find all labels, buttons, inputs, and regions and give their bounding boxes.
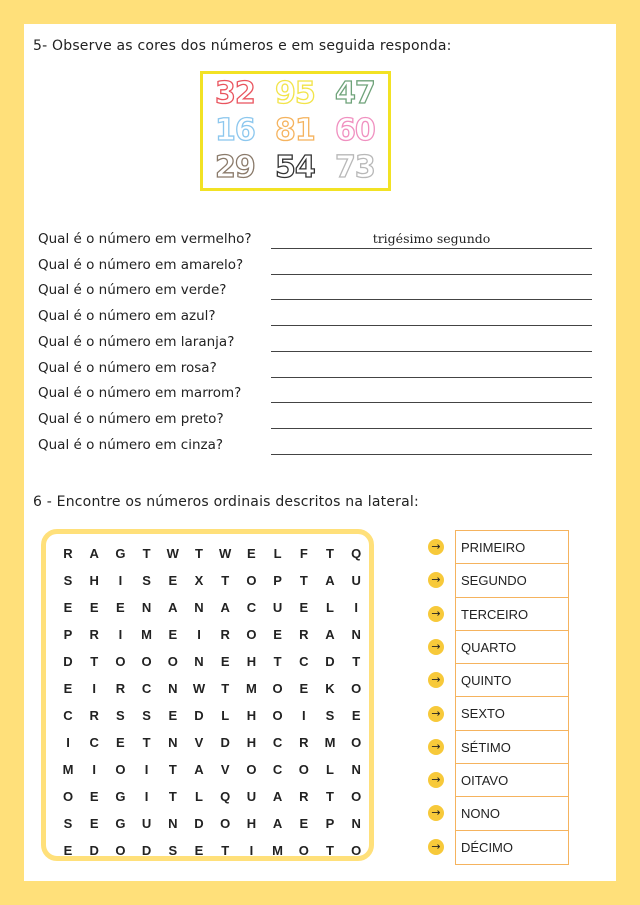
grid-letter[interactable]: I — [144, 762, 149, 777]
grid-letter[interactable]: R — [299, 627, 309, 642]
grid-letter[interactable]: T — [326, 546, 334, 561]
grid-letter[interactable]: D — [194, 816, 204, 831]
grid-letter[interactable]: H — [89, 573, 99, 588]
grid-letter[interactable]: C — [141, 681, 152, 696]
grid-letter[interactable]: T — [352, 654, 361, 669]
ordinal-word: SEGUNDO — [456, 564, 568, 597]
grid-letter[interactable]: L — [326, 762, 334, 777]
grid-letter[interactable]: E — [299, 600, 309, 615]
colored-number: 29 — [215, 150, 255, 185]
question-row — [38, 308, 598, 328]
grid-letter[interactable]: E — [168, 627, 178, 642]
grid-letter[interactable]: Q — [220, 789, 231, 804]
grid-letter[interactable]: M — [62, 762, 74, 777]
answer-line[interactable] — [271, 248, 592, 249]
grid-letter[interactable]: S — [116, 708, 125, 723]
grid-letter[interactable]: D — [141, 843, 152, 858]
grid-letter[interactable]: A — [89, 546, 99, 561]
grid-letter[interactable]: I — [118, 573, 123, 588]
grid-letter[interactable]: N — [351, 816, 361, 831]
grid-letter[interactable]: L — [195, 789, 203, 804]
question-text: Qual é o número em preto? — [38, 410, 224, 427]
grid-letter[interactable]: I — [354, 600, 358, 615]
grid-letter[interactable]: O — [298, 843, 309, 858]
grid-letter[interactable]: T — [90, 654, 99, 669]
grid-letter[interactable]: O — [351, 843, 362, 858]
arrow-right-icon: → — [428, 805, 444, 821]
question-row — [38, 385, 598, 405]
grid-letter[interactable]: Q — [351, 546, 362, 561]
grid-row — [56, 762, 369, 788]
grid-letter[interactable]: H — [246, 708, 257, 723]
grid-letter[interactable]: O — [246, 627, 257, 642]
question-text: Qual é o número em rosa? — [38, 359, 217, 376]
grid-letter[interactable]: I — [66, 735, 70, 750]
ordinal-word: DÉCIMO — [461, 839, 513, 855]
section-5-title: 5- Observe as cores dos números e em seguida responda: — [33, 38, 452, 54]
grid-letter[interactable]: O — [298, 762, 309, 777]
arrow-right-icon: → — [428, 739, 444, 755]
grid-letter[interactable]: R — [115, 681, 126, 696]
grid-letter[interactable]: G — [115, 816, 126, 831]
grid-letter[interactable]: O — [272, 708, 283, 723]
grid-letter[interactable]: D — [325, 654, 335, 669]
arrow-right-icon: → — [428, 839, 444, 855]
colored-number: 16 — [215, 113, 255, 148]
grid-letter[interactable]: M — [324, 735, 336, 750]
grid-letter[interactable]: A — [194, 762, 204, 777]
grid-letter[interactable]: E — [89, 600, 99, 615]
grid-letter[interactable]: E — [351, 708, 361, 723]
ordinal-word-list — [455, 530, 569, 865]
grid-letter[interactable]: G — [115, 789, 126, 804]
question-text: Qual é o número em vermelho? — [38, 231, 252, 247]
grid-letter[interactable]: O — [115, 654, 126, 669]
grid-letter[interactable]: G — [115, 546, 126, 561]
grid-letter[interactable]: T — [195, 546, 203, 561]
grid-letter[interactable]: E — [89, 816, 99, 831]
grid-letter[interactable]: I — [118, 627, 123, 642]
grid-letter[interactable]: E — [168, 573, 178, 588]
grid-row — [56, 600, 369, 626]
grid-letter[interactable]: A — [168, 600, 178, 615]
grid-letter[interactable]: L — [273, 546, 282, 561]
grid-letter[interactable]: W — [219, 546, 232, 561]
answer-line[interactable] — [271, 428, 592, 429]
grid-letter[interactable]: V — [194, 735, 204, 750]
grid-letter[interactable]: V — [220, 762, 230, 777]
grid-letter[interactable]: T — [221, 843, 230, 858]
grid-letter[interactable]: R — [89, 627, 99, 642]
grid-letter[interactable]: E — [299, 681, 309, 696]
grid-letter[interactable]: U — [272, 600, 283, 615]
grid-letter[interactable]: E — [194, 843, 204, 858]
ordinal-word: NONO — [456, 797, 568, 830]
grid-letter[interactable]: A — [272, 789, 283, 804]
grid-letter[interactable]: E — [89, 789, 99, 804]
arrow-right-icon: → — [428, 606, 444, 622]
grid-letter[interactable]: T — [221, 681, 230, 696]
answer-line[interactable] — [271, 351, 592, 352]
grid-letter[interactable]: P — [273, 573, 282, 588]
grid-letter[interactable]: X — [194, 573, 204, 588]
grid-letter[interactable]: A — [272, 816, 283, 831]
grid-letter[interactable]: I — [249, 843, 254, 858]
ordinal-word: SEXTO — [456, 697, 568, 730]
grid-letter[interactable]: T — [299, 573, 308, 588]
grid-letter[interactable]: N — [168, 681, 178, 696]
grid-letter[interactable]: O — [246, 573, 257, 588]
colored-number: 95 — [275, 76, 315, 111]
colored-number: 60 — [335, 113, 375, 148]
grid-letter[interactable]: C — [272, 762, 283, 777]
question-row — [38, 334, 598, 354]
grid-letter[interactable]: T — [221, 573, 230, 588]
question-text: Qual é o número em laranja? — [38, 333, 235, 350]
grid-letter[interactable]: M — [141, 627, 153, 642]
grid-row — [56, 654, 369, 680]
ordinal-word: OITAVO — [456, 764, 568, 797]
grid-letter[interactable]: O — [351, 681, 362, 696]
grid-row — [56, 573, 369, 599]
question-row — [38, 231, 598, 251]
grid-letter[interactable]: S — [142, 708, 151, 723]
grid-letter[interactable]: C — [299, 654, 309, 669]
grid-letter[interactable]: I — [144, 789, 149, 804]
grid-letter[interactable]: N — [168, 816, 178, 831]
grid-letter[interactable]: I — [92, 762, 96, 777]
grid-letter[interactable]: S — [63, 816, 73, 831]
grid-letter[interactable]: N — [194, 600, 204, 615]
question-text: Qual é o número em marrom? — [38, 385, 242, 402]
question-text: Qual é o número em amarelo? — [38, 256, 244, 273]
grid-letter[interactable]: E — [116, 600, 125, 615]
grid-letter[interactable]: M — [272, 843, 284, 858]
grid-letter[interactable]: D — [63, 654, 73, 669]
grid-letter[interactable]: W — [166, 546, 179, 561]
section-6-title: 6 - Encontre os números ordinais descritos na lateral: — [33, 494, 419, 510]
grid-letter[interactable]: E — [63, 843, 73, 858]
arrow-right-icon: → — [428, 772, 444, 788]
grid-letter[interactable]: F — [299, 546, 308, 561]
colored-numbers-box — [200, 71, 391, 191]
grid-letter[interactable]: E — [63, 681, 73, 696]
grid-letter[interactable]: O — [115, 762, 126, 777]
grid-letter[interactable]: P — [325, 816, 335, 831]
grid-row — [56, 681, 369, 707]
grid-letter[interactable]: S — [168, 843, 178, 858]
grid-letter[interactable]: D — [89, 843, 99, 858]
grid-letter[interactable]: S — [142, 573, 151, 588]
arrow-right-icon: → — [428, 639, 444, 655]
answer-line[interactable] — [271, 454, 592, 455]
grid-letter[interactable]: C — [89, 735, 99, 750]
arrow-right-icon: → — [428, 539, 444, 555]
grid-letter[interactable]: C — [63, 708, 73, 723]
grid-letter[interactable]: A — [220, 600, 230, 615]
grid-letter[interactable]: M — [245, 681, 257, 696]
arrow-right-icon: → — [428, 706, 444, 722]
grid-letter[interactable]: O — [246, 762, 257, 777]
answer-text[interactable]: trigésimo segundo — [372, 231, 491, 246]
grid-letter[interactable]: S — [325, 708, 335, 723]
grid-letter[interactable]: R — [299, 735, 309, 750]
grid-letter[interactable]: R — [63, 546, 73, 561]
grid-row — [56, 735, 369, 761]
grid-letter[interactable]: N — [351, 627, 361, 642]
question-row — [38, 437, 598, 457]
grid-letter[interactable]: L — [326, 600, 334, 615]
grid-letter[interactable]: U — [246, 789, 257, 804]
grid-letter[interactable]: E — [247, 546, 256, 561]
answer-line[interactable] — [271, 325, 592, 326]
grid-letter[interactable]: O — [351, 789, 362, 804]
colored-number: 32 — [215, 76, 255, 111]
answer-line[interactable] — [271, 402, 592, 403]
grid-letter[interactable]: A — [325, 573, 335, 588]
colored-number: 47 — [335, 76, 375, 111]
grid-row — [56, 546, 369, 572]
grid-letter[interactable]: O — [141, 654, 152, 669]
answer-line[interactable] — [271, 274, 592, 275]
grid-letter[interactable]: C — [246, 600, 257, 615]
grid-letter[interactable]: P — [63, 627, 73, 642]
grid-row — [56, 816, 369, 842]
question-row — [38, 257, 598, 277]
answer-line[interactable] — [271, 299, 592, 300]
grid-letter[interactable]: O — [351, 735, 362, 750]
grid-letter[interactable]: R — [220, 627, 230, 642]
grid-letter[interactable]: E — [168, 708, 178, 723]
grid-letter[interactable]: K — [325, 681, 335, 696]
arrow-right-icon: → — [428, 572, 444, 588]
grid-letter[interactable]: T — [326, 843, 334, 858]
grid-letter[interactable]: T — [142, 735, 151, 750]
grid-row — [56, 627, 369, 653]
grid-letter[interactable]: E — [116, 735, 125, 750]
grid-letter[interactable]: T — [142, 546, 151, 561]
word-search-grid — [41, 529, 374, 861]
ordinal-word: SÉTIMO — [456, 731, 568, 764]
grid-row — [56, 708, 369, 734]
question-row — [38, 411, 598, 431]
colored-number: 54 — [275, 150, 315, 185]
grid-letter[interactable]: E — [220, 654, 230, 669]
grid-letter[interactable]: O — [62, 789, 74, 804]
grid-letter[interactable]: R — [89, 708, 99, 723]
worksheet-page — [24, 24, 616, 881]
ordinal-word: PRIMEIRO — [456, 531, 568, 564]
grid-letter[interactable]: W — [192, 681, 206, 696]
question-row — [38, 282, 598, 302]
grid-letter[interactable]: O — [272, 681, 283, 696]
grid-letter[interactable]: E — [273, 627, 282, 642]
colored-number: 81 — [275, 113, 315, 148]
grid-letter[interactable]: E — [63, 600, 73, 615]
grid-letter[interactable]: C — [272, 735, 283, 750]
grid-letter[interactable]: H — [246, 735, 257, 750]
grid-letter[interactable]: T — [168, 789, 177, 804]
ordinal-word: QUARTO — [456, 631, 568, 664]
grid-letter[interactable]: S — [63, 573, 73, 588]
grid-letter[interactable]: N — [194, 654, 204, 669]
grid-row — [56, 843, 369, 869]
colored-number: 73 — [335, 150, 375, 185]
grid-letter[interactable]: N — [168, 735, 178, 750]
grid-letter[interactable]: T — [273, 654, 282, 669]
grid-letter[interactable]: E — [299, 816, 309, 831]
grid-letter[interactable]: I — [301, 708, 306, 723]
question-text: Qual é o número em verde? — [38, 282, 227, 299]
grid-letter[interactable]: O — [167, 654, 178, 669]
grid-letter[interactable]: A — [325, 627, 335, 642]
question-row — [38, 360, 598, 380]
grid-letter[interactable]: I — [92, 681, 96, 696]
ordinal-word: QUINTO — [456, 664, 568, 697]
grid-letter[interactable]: D — [220, 735, 230, 750]
grid-letter[interactable]: U — [141, 816, 152, 831]
grid-letter[interactable]: D — [194, 708, 204, 723]
arrow-right-icon: → — [428, 672, 444, 688]
grid-letter[interactable]: R — [299, 789, 309, 804]
grid-letter[interactable]: I — [197, 627, 201, 642]
grid-letter[interactable]: O — [220, 816, 231, 831]
question-text: Qual é o número em azul? — [38, 308, 216, 325]
ordinal-word: TERCEIRO — [456, 598, 568, 631]
grid-row — [56, 789, 369, 815]
question-text: Qual é o número em cinza? — [38, 436, 224, 453]
grid-letter[interactable]: T — [326, 789, 334, 804]
grid-letter[interactable]: O — [115, 843, 126, 858]
grid-letter[interactable]: N — [351, 762, 361, 777]
grid-letter[interactable]: U — [351, 573, 361, 588]
grid-letter[interactable]: H — [246, 816, 257, 831]
answer-line[interactable] — [271, 377, 592, 378]
grid-letter[interactable]: T — [168, 762, 177, 777]
grid-letter[interactable]: H — [246, 654, 257, 669]
grid-letter[interactable]: N — [141, 600, 152, 615]
grid-letter[interactable]: L — [221, 708, 230, 723]
